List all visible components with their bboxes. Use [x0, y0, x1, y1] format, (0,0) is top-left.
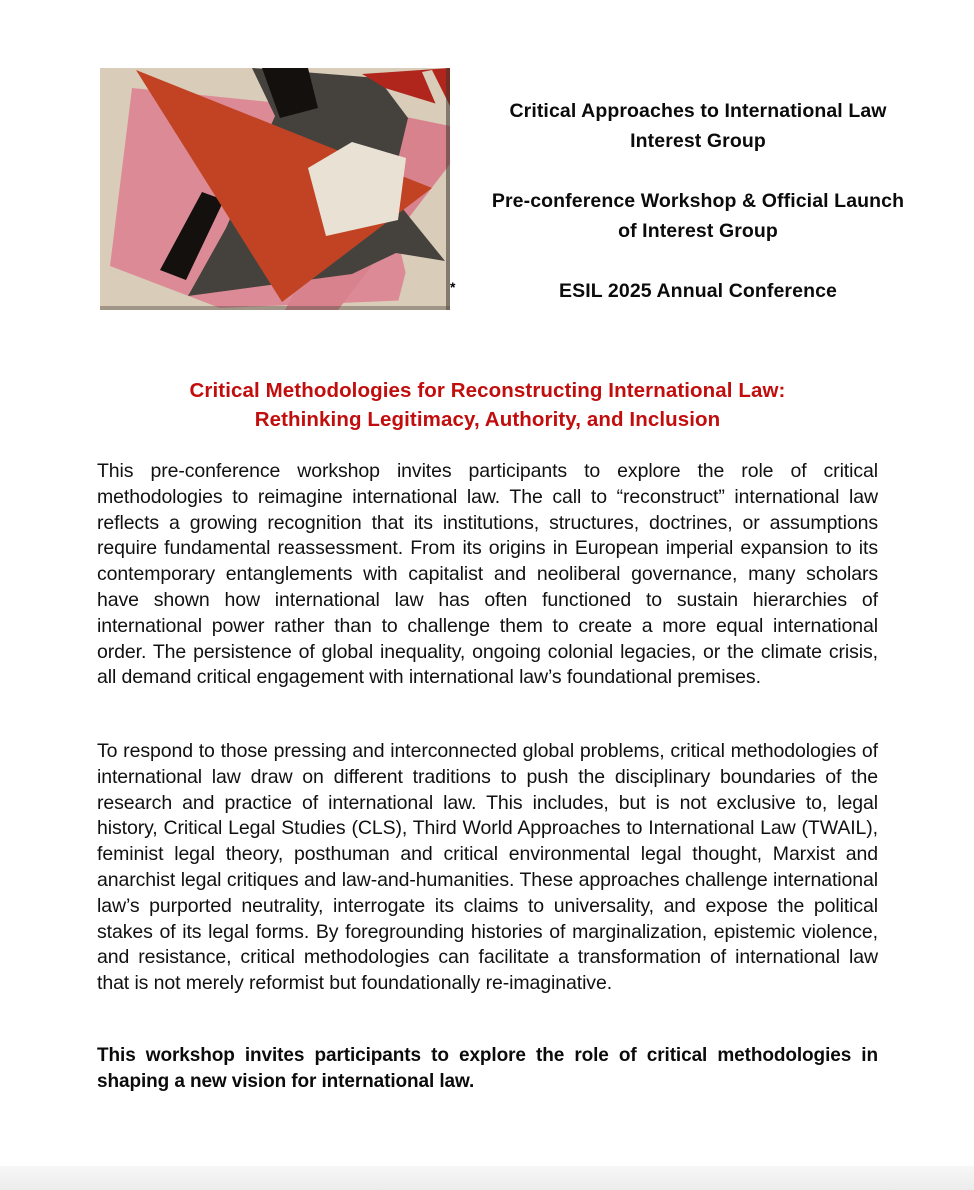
body-paragraph-1: This pre-conference workshop invites participants to explore the role of critical methodologies to reimagine international law. The call to “reconstruct” international law reflects a growing recognition that its institutions, structures, doctrines, or assumptions require fundamental reassessment. From its origins in European imperial expansion to its contemporary entanglements with capitalist and neoliberal governance, many scholars have shown how international law has often functioned to sustain hierarchies of international power rather than to challenge them to create a more equal international order. The persistence of global inequality, ongoing colonial legacies, or the climate crisis, all demand critical engagement with international law’s foundational premises.	[97, 460, 878, 689]
workshop-title	[97, 376, 878, 434]
header-interest-group-name: Critical Approaches to International Law Interest Group	[509, 100, 887, 152]
conference-header	[488, 96, 908, 306]
header-workshop-launch: Pre-conference Workshop & Official Launch of Interest Group	[491, 190, 905, 242]
abstract-painting-svg	[100, 68, 450, 310]
body-paragraph-2: To respond to those pressing and interconnected global problems, critical methodologies of international law draw on different traditions to push the disciplinary boundaries of the research and practice of international law. This includes, but is not exclusive to, legal history, Critical Legal Studies (CLS), Third World Approaches to International Law (TWAIL), feminist legal theory, posthuman and critical environmental legal thought, Marxist and anarchist legal critiques and law-and-humanities. These approaches challenge international law’s purported neutrality, interrogate its claims to universality, and expose the political stakes of its legal forms. By foregrounding histories of marginalization, epistemic violence, and resistance, critical methodologies can facilitate a transformation of international law that is not merely reformist but foundationally re-imaginative.	[97, 740, 878, 995]
page-bottom-strip	[0, 1166, 974, 1190]
workshop-title-line-1: Critical Methodologies for Reconstructing International Law:	[189, 379, 786, 402]
painting-right-edge	[446, 68, 450, 310]
footnote-asterisk: *	[450, 279, 456, 295]
painting-bottom-edge	[100, 306, 450, 310]
closing-paragraph: This workshop invites participants to explore the role of critical methodologies in shaping a new vision for international law.	[97, 1045, 878, 1092]
header-conference-name: ESIL 2025 Annual Conference	[559, 280, 837, 302]
workshop-title-line-2: Rethinking Legitimacy, Authority, and Inclusion	[254, 408, 721, 431]
abstract-painting	[100, 68, 450, 310]
